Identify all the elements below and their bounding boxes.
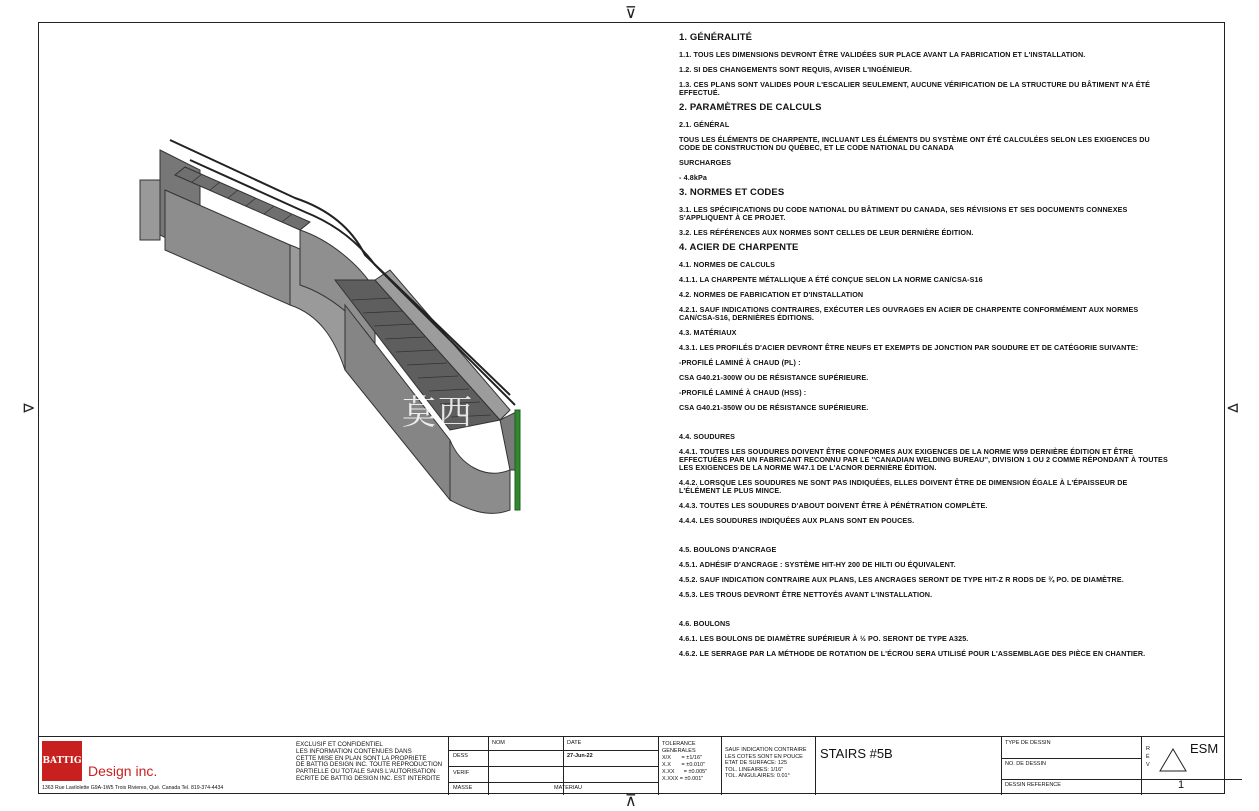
rev-label: RÉV [1146,746,1150,768]
note-paragraph: SURCHARGES [679,158,732,167]
row-line [448,782,658,783]
row-line [448,766,658,767]
note-paragraph: 4.3. MATÉRIAUX [679,328,737,337]
materiau-label: MATERIAU [554,785,583,791]
note-paragraph: 4.2. NORMES DE FABRICATION ET D'INSTALLATION [679,290,864,299]
drawing-title: STAIRS #5B [820,746,893,761]
note-paragraph [679,419,1169,433]
note-paragraph: 4.4. SOUDURES [679,432,736,441]
note-paragraph: -PROFILÉ LAMINÉ À CHAUD (PL) : [679,358,801,367]
note-paragraph: -PROFILÉ LAMINÉ À CHAUD (HSS) : [679,388,807,397]
sauf-column [721,737,815,795]
confidential-line: LES INFORMATION CONTENUES DANS [296,747,412,755]
verif-label: VERIF [453,770,470,776]
note-paragraph: CSA G40.21-350W OU DE RÉSISTANCE SUPÉRIEURE. [679,403,869,412]
sheet-number: 1 [1178,779,1185,791]
note-paragraph: 1.3. CES PLANS SONT VALIDES POUR L'ESCALIER SEULEMENT, AUCUNE VÉRIFICATION DE LA STRUCTURE DU BÂTIMENT N'A ÉTÉ EFFECTUÉ. [679,80,1150,97]
section-heading: 2. PARAMÈTRES DE CALCULS [679,102,822,113]
confidential-line: CETTE MISE EN PLAN SONT LA PROPRIETE [296,754,427,762]
note-paragraph: 4.5.1. ADHÉSIF D'ANCRAGE : SYSTÈME HIT-HY 200 DE HILTI OU ÉQUIVALENT. [679,560,956,569]
note-paragraph: 3.1. LES SPÉCIFICATIONS DU CODE NATIONAL DU BÂTIMENT DU CANADA, SES RÉVISIONS ET SES DOCUMENTS CONNEXES S'APPLIQUENT À CE PROJET. [679,205,1128,222]
title-column [815,737,1001,795]
note-paragraph: 4.5. BOULONS D'ANCRAGE [679,545,777,554]
brand-name: Design inc. [88,763,158,779]
confidential-line: EXCLUSIF ET CONFIDENTIEL [296,741,383,748]
tolerance-column [658,737,721,795]
confidential-line: DE BATTIG DESIGN INC. TOUTE REPRODUCTION [296,761,443,769]
note-paragraph: 4.6. BOULONS [679,619,731,628]
title-block [38,736,1225,795]
note-paragraph: - 4.8kPa [679,173,707,182]
type-dessin-label: TYPE DE DESSIN [1005,740,1051,746]
note-paragraph: 4.5.3. LES TROUS DEVRONT ÊTRE NETTOYÉS AVANT L'INSTALLATION. [679,590,933,599]
note-paragraph: 4.4.1. TOUTES LES SOUDURES DOIVENT ÊTRE CONFORMES AUX EXIGENCES DE LA NORME W59 DERNIÈRE ÉDITION ET ÊTRE EFFECTUÉES PAR UN FABRICANT RECONNU PAR LE ''CANADIAN WELDING BUREAU'', DIVISION 1 OU 2 COMME RÉPONDANT À TOUTES LES EXIGENCES DE LA NORME W47.1 DE L'ACNOR DERNIÈRE ÉDITION. [679,447,1168,472]
no-dessin-label: NO. DE DESSIN [1005,761,1046,767]
center-mark-right-icon: ⊲ [1226,398,1240,417]
confidential-notice [296,742,456,783]
confidential-line: ECRITE DE BATTIG DESIGN INC. EST INTERDITE [296,774,441,782]
nom-label: NOM [492,740,505,746]
esm-mark: ESM [1190,741,1219,756]
center-mark-top-icon: ⊽ [625,3,637,22]
watermark: 莫西 [402,393,474,433]
note-paragraph [679,606,1169,620]
revision-column [1141,737,1225,795]
note-paragraph: 4.4.3. TOUTES LES SOUDURES D'ABOUT DOIVENT ÊTRE À PÉNÉTRATION COMPLÈTE. [679,501,988,510]
company-address: 1363 Rue Lavilolette G9A-1W5 Trois Rivieres, Qué. Canada Tel. 819-374-4434 [42,785,224,791]
note-paragraph: 4.2.1. SAUF INDICATIONS CONTRAIRES, EXÉCUTER LES OUVRAGES EN ACIER DE CHARPENTE CONFORMÉMENT AUX NORMES CAN/CSA-S16, DERNIÈRES ÉDITIONS. [679,305,1139,322]
note-paragraph: 4.1. NORMES DE CALCULS [679,260,776,269]
note-paragraph: 4.6.2. LE SERRAGE PAR LA MÉTHODE DE ROTATION DE L'ÉCROU SERA UTILISÉ POUR L'ASSEMBLAGE DES PIÈCE EN CHANTIER. [679,649,1146,658]
tolerance-text: TOLERANCE GENERALES X/X = ±1/16" X.X = ±0.010" X.XX = ±0.005" X.XXX = ±0.001" [662,741,708,782]
row-line [1002,758,1141,759]
note-paragraph: 1.1. TOUS LES DIMENSIONS DEVRONT ÊTRE VALIDÉES SUR PLACE AVANT LA FABRICATION ET L'INSTALLATION. [679,50,1086,59]
note-paragraph: 4.6.1. LES BOULONS DE DIAMÈTRE SUPÉRIEUR À ½ PO. SERONT DE TYPE A325. [679,634,969,643]
battig-logo: BATTIG [42,741,82,781]
center-mark-bottom-icon: ⊼ [625,791,637,810]
date-label: DATE [567,740,582,746]
sauf-text: SAUF INDICATION CONTRAIRE LES COTES SONT EN POUCE ETAT DE SURFACE: 125 TOL. LINEAIRES: 1/16" TOL. ANGULAIRES: 0.01° [725,747,807,779]
note-paragraph [679,532,1169,546]
dess-label: DESS [453,753,468,759]
note-paragraph: 4.5.2. SAUF INDICATION CONTRAIRE AUX PLANS, LES ANCRAGES SERONT DE TYPE HIT-Z R RODS DE ¾ PO. DE DIAMÈTRE. [679,575,1124,584]
section-heading: 3. NORMES ET CODES [679,187,785,198]
note-paragraph: CSA G40.21-300W OU DE RÉSISTANCE SUPÉRIEURE. [679,373,869,382]
row-line [448,750,658,751]
note-paragraph: 4.1.1. LA CHARPENTE MÉTALLIQUE A ÉTÉ CONÇUE SELON LA NORME CAN/CSA-S16 [679,275,983,284]
revision-triangle-icon [1158,747,1188,773]
note-paragraph: 3.2. LES RÉFÉRENCES AUX NORMES SONT CELLES DE LEUR DERNIÈRE ÉDITION. [679,228,974,237]
date-value: 27-Jun-22 [567,753,593,759]
section-heading: 1. GÉNÉRALITÉ [679,32,753,43]
note-paragraph: 1.2. SI DES CHANGEMENTS SONT REQUIS, AVISER L'INGÉNIEUR. [679,65,912,74]
stair-isometric-drawing [130,130,550,530]
note-paragraph: 2.1. GÉNÉRAL [679,120,730,129]
dessin-ref-label: DESSIN REFERENCE [1005,782,1061,788]
note-paragraph: 4.4.4. LES SOUDURES INDIQUÉES AUX PLANS SONT EN POUCES. [679,516,915,525]
note-paragraph: 4.4.2. LORSQUE LES SOUDURES NE SONT PAS INDIQUÉES, ELLES DOIVENT ÊTRE DE DIMENSION ÉGALE À L'ÉPAISSEUR DE L'ÉLÉMENT LE PLUS MINCE. [679,478,1128,495]
note-paragraph: TOUS LES ÉLÉMENTS DE CHARPENTE, INCLUANT LES ÉLÉMENTS DU SYSTÈME ONT ÉTÉ CALCULÉES SELON LES EXIGENCES DU CODE DE CONSTRUCTION DU QUÉBEC, ET LE CODE NATIONAL DU CANADA [679,135,1150,152]
note-paragraph: 4.3.1. LES PROFILÉS D'ACIER DEVRONT ÊTRE NEUFS ET EXEMPTS DE JONCTION PAR SOUDURE ET DE CATÉGORIE SUIVANTE: [679,343,1139,352]
general-notes [679,34,1169,665]
center-mark-left-icon: ⊳ [22,398,36,417]
drawing-info-column [1001,737,1141,795]
confidential-line: PARTIELLE OU TOTALE SANS L'AUTORISATION [296,768,436,776]
masse-label: MASSE [453,785,473,791]
section-heading: 4. ACIER DE CHARPENTE [679,242,799,253]
